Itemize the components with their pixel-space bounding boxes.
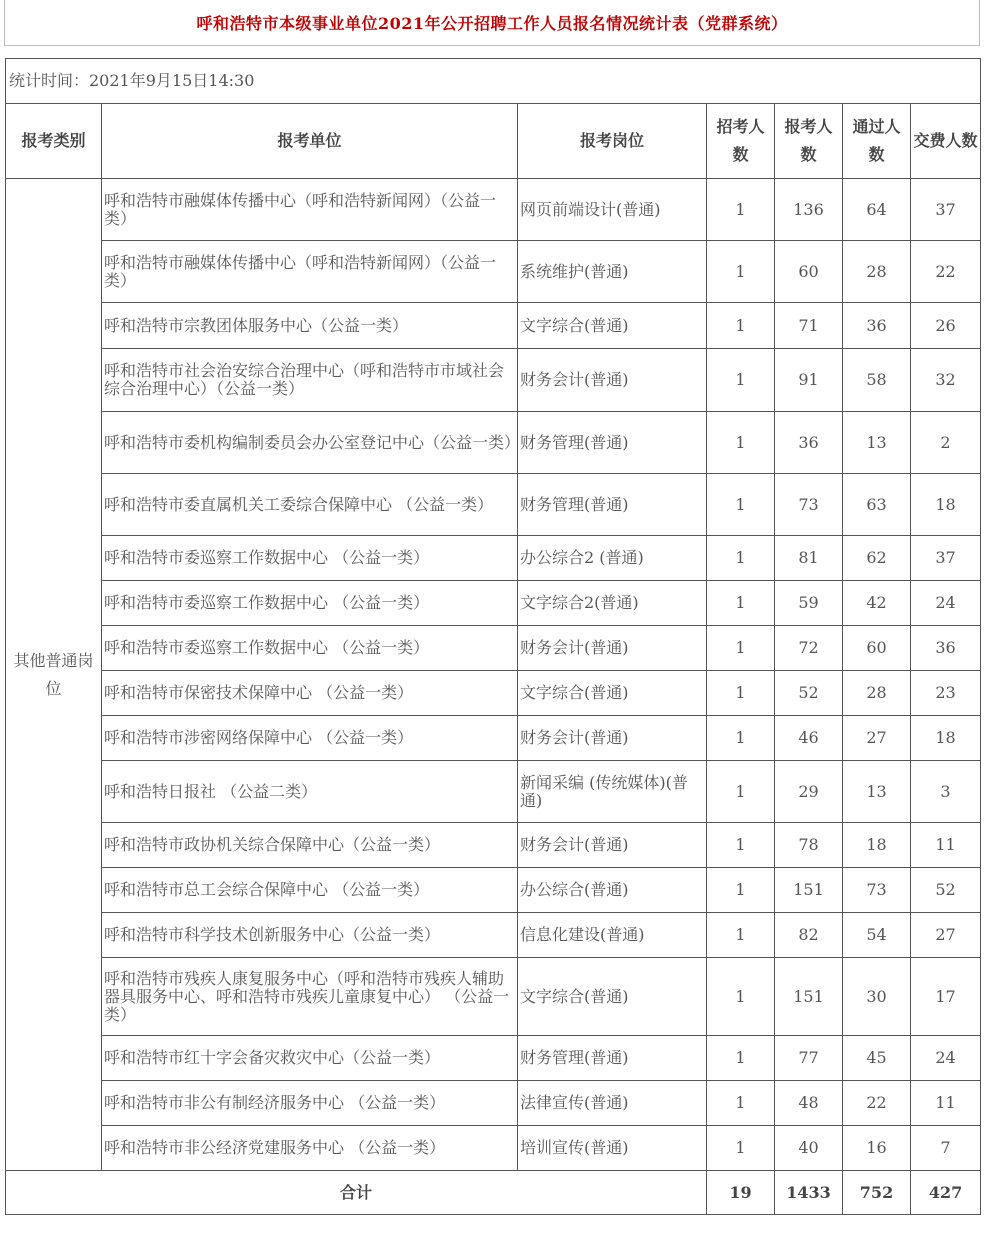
table-row bbox=[6, 412, 981, 474]
pass-cell: 16 bbox=[843, 1126, 911, 1171]
pass-cell: 64 bbox=[843, 179, 911, 241]
unit-cell: 呼和浩特市保密技术保障中心 （公益一类） bbox=[102, 671, 518, 716]
apply-cell: 91 bbox=[775, 349, 843, 412]
unit-cell: 呼和浩特市科学技术创新服务中心（公益一类） bbox=[102, 913, 518, 958]
table-row bbox=[6, 913, 981, 958]
paid-cell: 24 bbox=[911, 1036, 981, 1081]
unit-cell: 呼和浩特市政协机关综合保障中心（公益一类） bbox=[102, 823, 518, 868]
apply-cell: 151 bbox=[775, 868, 843, 913]
paid-cell: 2 bbox=[911, 412, 981, 474]
position-cell: 系统维护(普通) bbox=[518, 241, 707, 303]
paid-cell: 22 bbox=[911, 241, 981, 303]
pass-cell: 45 bbox=[843, 1036, 911, 1081]
pass-cell: 58 bbox=[843, 349, 911, 412]
recruit-cell: 1 bbox=[707, 1126, 775, 1171]
recruit-cell: 1 bbox=[707, 241, 775, 303]
position-cell: 办公综合2 (普通) bbox=[518, 536, 707, 581]
pass-cell: 28 bbox=[843, 241, 911, 303]
pass-cell: 73 bbox=[843, 868, 911, 913]
recruit-cell: 1 bbox=[707, 1081, 775, 1126]
apply-cell: 136 bbox=[775, 179, 843, 241]
total-row bbox=[6, 1171, 981, 1215]
recruit-cell: 1 bbox=[707, 536, 775, 581]
recruit-cell: 1 bbox=[707, 474, 775, 536]
header-paid: 交费人数 bbox=[911, 104, 981, 179]
paid-cell: 3 bbox=[911, 761, 981, 823]
unit-cell: 呼和浩特市社会治安综合治理中心（呼和浩特市市域社会综合治理中心）（公益一类） bbox=[102, 349, 518, 412]
recruit-cell: 1 bbox=[707, 581, 775, 626]
table-row bbox=[6, 536, 981, 581]
unit-cell: 呼和浩特市委直属机关工委综合保障中心 （公益一类） bbox=[102, 474, 518, 536]
recruit-cell: 1 bbox=[707, 823, 775, 868]
total-apply: 1433 bbox=[775, 1171, 843, 1215]
table-row bbox=[6, 581, 981, 626]
unit-cell: 呼和浩特市宗教团体服务中心（公益一类） bbox=[102, 303, 518, 349]
table-row bbox=[6, 958, 981, 1036]
unit-cell: 呼和浩特市融媒体传播中心（呼和浩特新闻网）（公益一类） bbox=[102, 179, 518, 241]
stat-time-row bbox=[6, 59, 981, 104]
table-row bbox=[6, 303, 981, 349]
recruit-cell: 1 bbox=[707, 958, 775, 1036]
apply-cell: 29 bbox=[775, 761, 843, 823]
paid-cell: 27 bbox=[911, 913, 981, 958]
recruit-cell: 1 bbox=[707, 303, 775, 349]
table-row bbox=[6, 1036, 981, 1081]
total-recruit: 19 bbox=[707, 1171, 775, 1215]
pass-cell: 30 bbox=[843, 958, 911, 1036]
header-category: 报考类别 bbox=[6, 104, 102, 179]
table-row bbox=[6, 1126, 981, 1171]
recruit-cell: 1 bbox=[707, 349, 775, 412]
apply-cell: 46 bbox=[775, 716, 843, 761]
position-cell: 新闻采编 (传统媒体)(普通) bbox=[518, 761, 707, 823]
apply-cell: 36 bbox=[775, 412, 843, 474]
apply-cell: 73 bbox=[775, 474, 843, 536]
position-cell: 财务管理(普通) bbox=[518, 412, 707, 474]
apply-cell: 72 bbox=[775, 626, 843, 671]
recruit-cell: 1 bbox=[707, 1036, 775, 1081]
position-cell: 法律宣传(普通) bbox=[518, 1081, 707, 1126]
recruit-cell: 1 bbox=[707, 761, 775, 823]
pass-cell: 36 bbox=[843, 303, 911, 349]
unit-cell: 呼和浩特市委机构编制委员会办公室登记中心（公益一类） bbox=[102, 412, 518, 474]
pass-cell: 42 bbox=[843, 581, 911, 626]
table-row bbox=[6, 761, 981, 823]
header-row bbox=[6, 104, 981, 179]
category-cell: 其他普通岗位 bbox=[6, 179, 102, 1171]
pass-cell: 62 bbox=[843, 536, 911, 581]
paid-cell: 23 bbox=[911, 671, 981, 716]
pass-cell: 28 bbox=[843, 671, 911, 716]
apply-cell: 52 bbox=[775, 671, 843, 716]
table-row bbox=[6, 868, 981, 913]
table-row bbox=[6, 241, 981, 303]
table-row bbox=[6, 179, 981, 241]
position-cell: 办公综合(普通) bbox=[518, 868, 707, 913]
paid-cell: 11 bbox=[911, 823, 981, 868]
header-position: 报考岗位 bbox=[518, 104, 707, 179]
apply-cell: 81 bbox=[775, 536, 843, 581]
page-title: 呼和浩特市本级事业单位2021年公开招聘工作人员报名情况统计表（党群系统） bbox=[196, 14, 788, 33]
recruit-cell: 1 bbox=[707, 671, 775, 716]
table-row bbox=[6, 823, 981, 868]
unit-cell: 呼和浩特市总工会综合保障中心 （公益一类） bbox=[102, 868, 518, 913]
paid-cell: 26 bbox=[911, 303, 981, 349]
recruit-cell: 1 bbox=[707, 716, 775, 761]
apply-cell: 151 bbox=[775, 958, 843, 1036]
unit-cell: 呼和浩特市融媒体传播中心（呼和浩特新闻网）（公益一类） bbox=[102, 241, 518, 303]
paid-cell: 37 bbox=[911, 536, 981, 581]
unit-cell: 呼和浩特市残疾人康复服务中心（呼和浩特市残疾人辅助器具服务中心、呼和浩特市残疾儿童康复中心） （公益一类） bbox=[102, 958, 518, 1036]
position-cell: 财务会计(普通) bbox=[518, 349, 707, 412]
position-cell: 财务管理(普通) bbox=[518, 1036, 707, 1081]
table-row bbox=[6, 474, 981, 536]
header-apply: 报考人数 bbox=[775, 104, 843, 179]
position-cell: 财务会计(普通) bbox=[518, 823, 707, 868]
table-row bbox=[6, 716, 981, 761]
pass-cell: 18 bbox=[843, 823, 911, 868]
apply-cell: 59 bbox=[775, 581, 843, 626]
paid-cell: 18 bbox=[911, 716, 981, 761]
paid-cell: 52 bbox=[911, 868, 981, 913]
apply-cell: 78 bbox=[775, 823, 843, 868]
pass-cell: 60 bbox=[843, 626, 911, 671]
recruit-cell: 1 bbox=[707, 412, 775, 474]
unit-cell: 呼和浩特日报社 （公益二类） bbox=[102, 761, 518, 823]
apply-cell: 40 bbox=[775, 1126, 843, 1171]
paid-cell: 11 bbox=[911, 1081, 981, 1126]
position-cell: 文字综合2(普通) bbox=[518, 581, 707, 626]
recruit-cell: 1 bbox=[707, 868, 775, 913]
total-pass: 752 bbox=[843, 1171, 911, 1215]
position-cell: 财务会计(普通) bbox=[518, 716, 707, 761]
position-cell: 培训宣传(普通) bbox=[518, 1126, 707, 1171]
table-row bbox=[6, 1081, 981, 1126]
apply-cell: 60 bbox=[775, 241, 843, 303]
apply-cell: 71 bbox=[775, 303, 843, 349]
table-row bbox=[6, 349, 981, 412]
total-label: 合计 bbox=[6, 1171, 707, 1215]
recruit-cell: 1 bbox=[707, 179, 775, 241]
paid-cell: 17 bbox=[911, 958, 981, 1036]
header-unit: 报考单位 bbox=[102, 104, 518, 179]
unit-cell: 呼和浩特市非公经济党建服务中心 （公益一类） bbox=[102, 1126, 518, 1171]
pass-cell: 54 bbox=[843, 913, 911, 958]
title-box bbox=[4, 0, 980, 46]
pass-cell: 22 bbox=[843, 1081, 911, 1126]
apply-cell: 77 bbox=[775, 1036, 843, 1081]
apply-cell: 48 bbox=[775, 1081, 843, 1126]
apply-cell: 82 bbox=[775, 913, 843, 958]
table-row bbox=[6, 626, 981, 671]
paid-cell: 18 bbox=[911, 474, 981, 536]
position-cell: 文字综合(普通) bbox=[518, 958, 707, 1036]
total-paid: 427 bbox=[911, 1171, 981, 1215]
paid-cell: 32 bbox=[911, 349, 981, 412]
paid-cell: 36 bbox=[911, 626, 981, 671]
unit-cell: 呼和浩特市涉密网络保障中心 （公益一类） bbox=[102, 716, 518, 761]
position-cell: 信息化建设(普通) bbox=[518, 913, 707, 958]
paid-cell: 7 bbox=[911, 1126, 981, 1171]
unit-cell: 呼和浩特市委巡察工作数据中心 （公益一类） bbox=[102, 581, 518, 626]
stat-time: 统计时间：2021年9月15日14:30 bbox=[6, 59, 981, 104]
table-row bbox=[6, 671, 981, 716]
unit-cell: 呼和浩特市非公有制经济服务中心 （公益一类） bbox=[102, 1081, 518, 1126]
pass-cell: 63 bbox=[843, 474, 911, 536]
pass-cell: 13 bbox=[843, 412, 911, 474]
pass-cell: 13 bbox=[843, 761, 911, 823]
position-cell: 财务管理(普通) bbox=[518, 474, 707, 536]
header-recruit: 招考人数 bbox=[707, 104, 775, 179]
pass-cell: 27 bbox=[843, 716, 911, 761]
statistics-table bbox=[5, 58, 981, 1215]
unit-cell: 呼和浩特市委巡察工作数据中心 （公益一类） bbox=[102, 536, 518, 581]
recruit-cell: 1 bbox=[707, 913, 775, 958]
unit-cell: 呼和浩特市红十字会备灾救灾中心（公益一类） bbox=[102, 1036, 518, 1081]
position-cell: 财务会计(普通) bbox=[518, 626, 707, 671]
position-cell: 网页前端设计(普通) bbox=[518, 179, 707, 241]
paid-cell: 24 bbox=[911, 581, 981, 626]
position-cell: 文字综合(普通) bbox=[518, 671, 707, 716]
unit-cell: 呼和浩特市委巡察工作数据中心 （公益一类） bbox=[102, 626, 518, 671]
header-pass: 通过人数 bbox=[843, 104, 911, 179]
recruit-cell: 1 bbox=[707, 626, 775, 671]
position-cell: 文字综合(普通) bbox=[518, 303, 707, 349]
paid-cell: 37 bbox=[911, 179, 981, 241]
